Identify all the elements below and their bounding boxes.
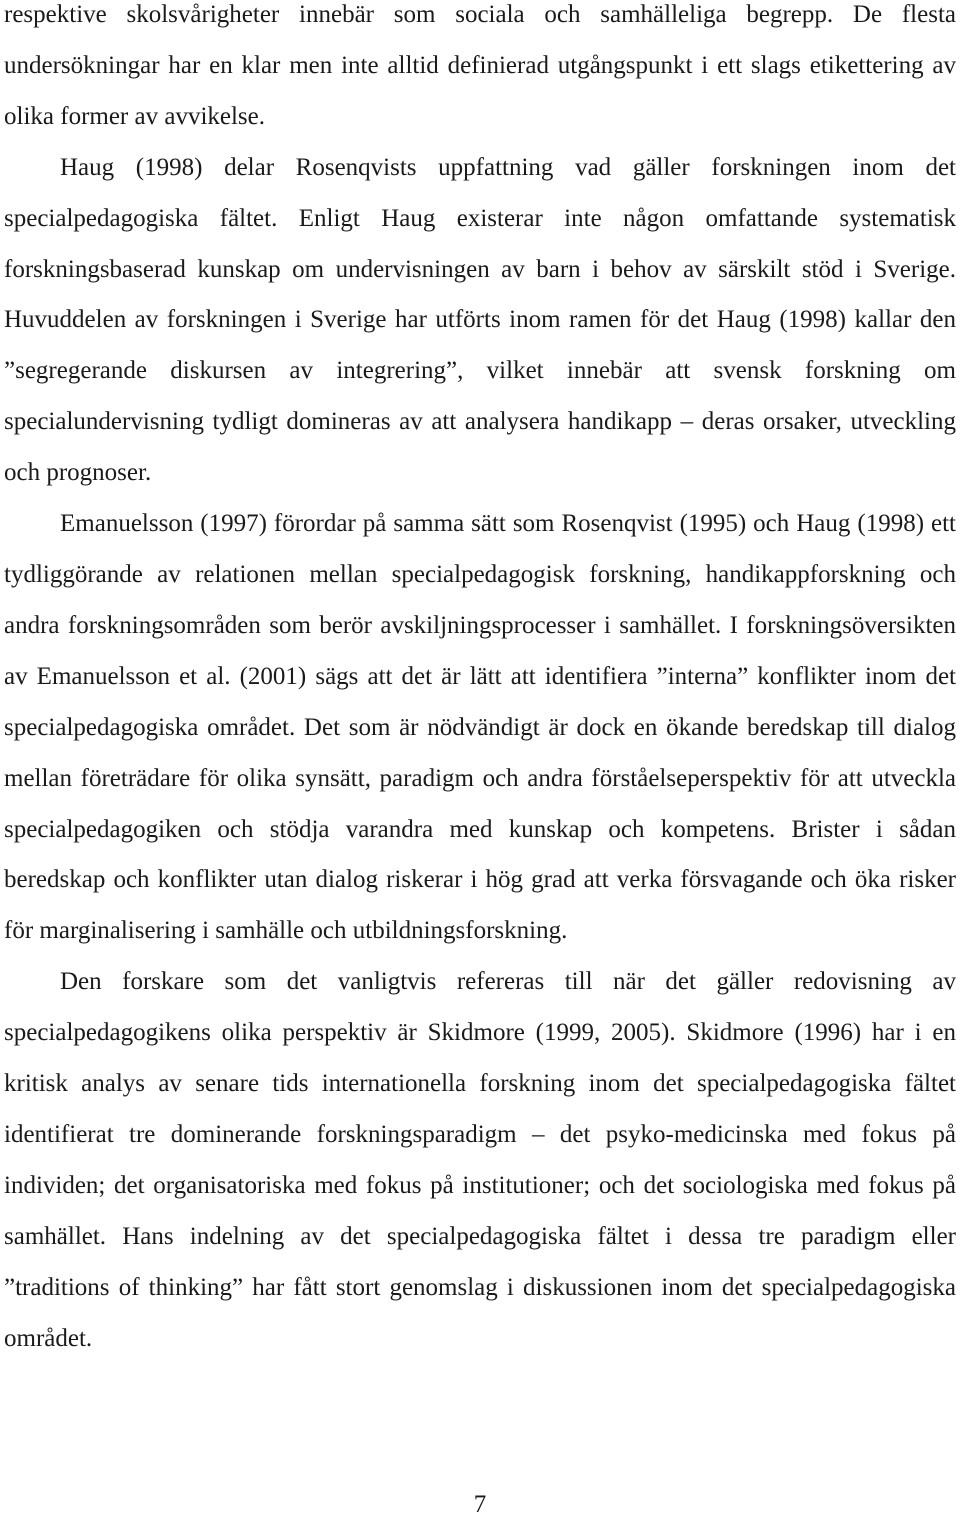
page-number: 7 [473, 1491, 487, 1518]
body-paragraph-2: Haug (1998) delar Rosenqvists uppfattning vad gäller forskningen inom det specialpedagogiska fältet. Enligt Haug existerar inte någon omfattande systematisk forskningsbaserad kunskap om undervisningen av barn i behov av särskilt stöd i Sverige. Huvuddelen av forskningen i Sverige har utförts inom ramen för det Haug (1998) kallar den ”segregerande diskursen av integrering”, vilket innebär att svensk forskning om specialundervisning tydligt domineras av att analysera handikapp – deras orsaker, utveckling och prognoser. [4, 153, 956, 487]
body-paragraph-4: Den forskare som det vanligtvis refereras till när det gäller redovisning av specialpedagogikens olika perspektiv är Skidmore (1999, 2005). Skidmore (1996) har i en kritisk analys av senare tids internationella forskning inom det specialpedagogiska fältet identifierat tre dominerande forskningsparadigm – det psyko-medicinska med fokus på individen; det organisatoriska med fokus på institutioner; och det sociologiska med fokus på samhället. Hans indelning av det specialpedagogiska fältet i dessa tre paradigm eller ”traditions of thinking” har fått stort genomslag i diskussionen inom det specialpedagogiska området. [4, 968, 956, 1352]
document-page [4, 0, 956, 1527]
body-paragraph-3: Emanuelsson (1997) förordar på samma sätt som Rosenqvist (1995) och Haug (1998) ett tydliggörande av relationen mellan specialpedagogisk forskning, handikappforskning och andra forskningsområden som berör avskiljningsprocesser i samhället. I forskningsöversikten av Emanuelsson et al. (2001) sägs att det är lätt att identifiera ”interna” konflikter inom det specialpedagogiska området. Det som är nödvändigt är dock en ökande beredskap till dialog mellan företrädare för olika synsätt, paradigm och andra förståelseperspektiv för att utveckla specialpedagogiken och stödja varandra med kunskap och kompetens. Brister i sådan beredskap och konflikter utan dialog riskerar i hög grad att verka försvagande och öka risker för marginalisering i samhälle och utbildningsforskning. [4, 510, 956, 945]
body-paragraph-1: respektive skolsvårigheter innebär som sociala och samhälleliga begrepp. De flesta undersökningar har en klar men inte alltid definierad utgångspunkt i ett slags etikettering av olika former av avvikelse. [4, 1, 956, 130]
